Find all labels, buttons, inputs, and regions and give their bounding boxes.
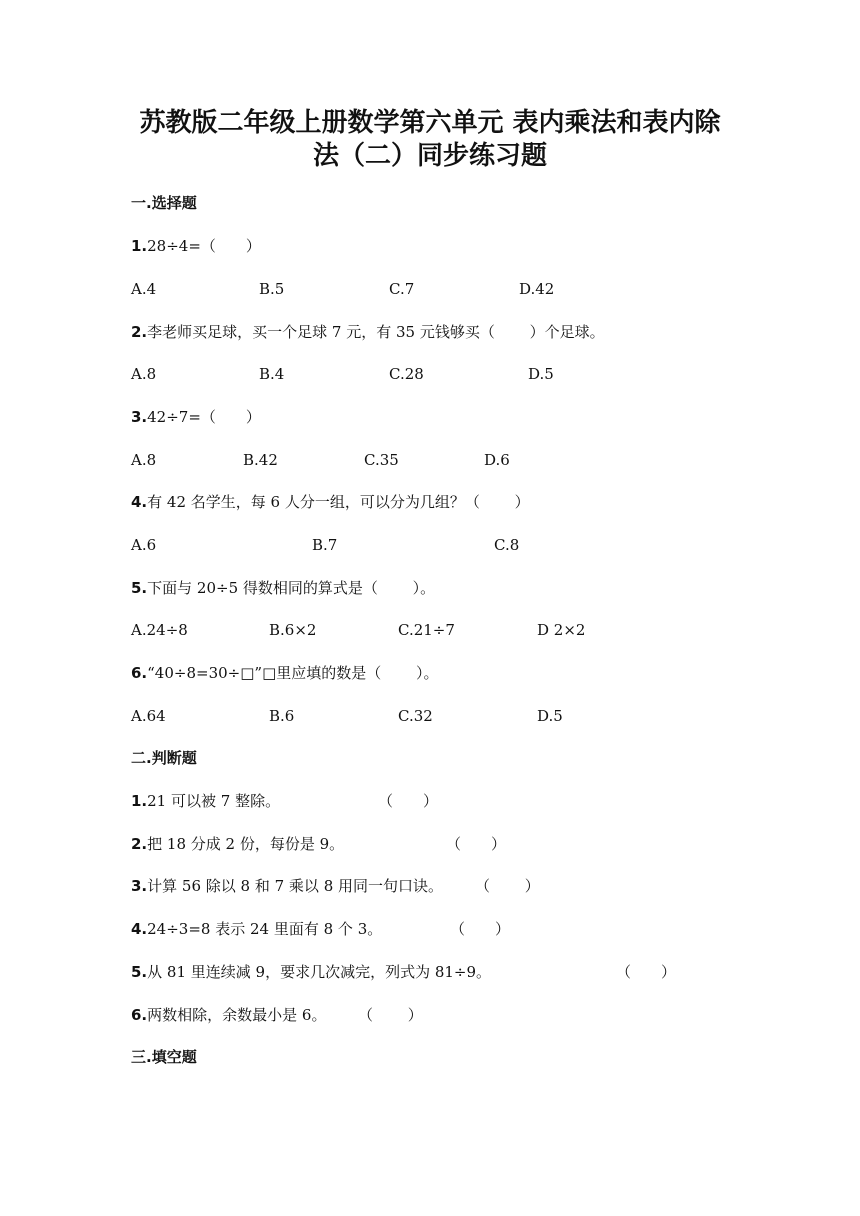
judgement-question-5 (131, 962, 491, 982)
choice-options-2 (131, 364, 751, 384)
option-c: C.8 (494, 536, 520, 554)
question-text: 21 可以被 7 整除。 (147, 792, 281, 810)
question-number: 4. (131, 493, 148, 511)
choice-question-2 (131, 322, 605, 342)
question-text: 把 18 分成 2 份，每份是 9。 (147, 835, 345, 853)
option-d: D 2×2 (537, 621, 586, 639)
question-text: 李老师买足球，买一个足球 7 元，有 35 元钱够买（ ）个足球。 (147, 323, 605, 341)
option-a: A.6 (131, 536, 157, 554)
option-c: C.32 (398, 707, 433, 725)
answer-blank: （ ） (475, 877, 540, 895)
judgement-question-6 (131, 1005, 326, 1025)
document-title-line-2: 法（二）同步练习题 (312, 141, 547, 171)
question-text: 计算 56 除以 8 和 7 乘以 8 用同一句口诀。 (147, 877, 444, 895)
option-c: C.21÷7 (398, 621, 455, 639)
option-b: B.6 (269, 707, 295, 725)
judgement-question-2 (131, 834, 344, 854)
choice-question-1 (131, 236, 261, 256)
option-b: B.4 (259, 365, 285, 383)
question-number: 5. (131, 963, 148, 981)
option-b: B.6×2 (269, 621, 317, 639)
choice-options-6 (131, 706, 751, 726)
question-text: 28÷4=（ ） (147, 237, 261, 255)
answer-blank: （ ） (446, 835, 507, 853)
option-b: B.5 (259, 280, 285, 298)
choice-options-4 (131, 535, 751, 555)
option-a: A.24÷8 (131, 621, 188, 639)
section-heading-choice: 一.选择题 (131, 194, 197, 212)
section-heading-fill-in: 三.填空题 (131, 1048, 197, 1066)
choice-question-6 (131, 663, 439, 683)
option-c: C.35 (364, 451, 399, 469)
question-number: 1. (131, 792, 148, 810)
choice-question-5 (131, 578, 435, 598)
option-d: D.5 (537, 707, 563, 725)
choice-question-3 (131, 407, 261, 427)
question-text: 从 81 里连续减 9，要求几次减完，列式为 81÷9。 (147, 963, 492, 981)
option-a: A.4 (131, 280, 157, 298)
judgement-question-4 (131, 919, 382, 939)
question-number: 4. (131, 920, 148, 938)
question-number: 6. (131, 1006, 148, 1024)
document-title-line-1: 苏教版二年级上册数学第六单元 表内乘法和表内除 (139, 108, 721, 138)
question-text: 下面与 20÷5 得数相同的算式是（ ）。 (147, 579, 436, 597)
question-number: 5. (131, 579, 148, 597)
option-a: A.8 (131, 365, 157, 383)
question-number: 1. (131, 237, 148, 255)
question-number: 2. (131, 835, 148, 853)
option-d: D.5 (528, 365, 554, 383)
answer-blank: （ ） (616, 963, 677, 981)
option-b: B.7 (312, 536, 338, 554)
option-d: D.42 (519, 280, 555, 298)
question-text: “40÷8=30÷□”□里应填的数是（ ）。 (147, 664, 439, 682)
question-text: 有 42 名学生，每 6 人分一组，可以分为几组？（ ） (147, 493, 530, 511)
choice-options-3 (131, 450, 751, 470)
answer-blank: （ ） (358, 1006, 423, 1024)
option-d: D.6 (484, 451, 510, 469)
option-a: A.64 (131, 707, 166, 725)
question-text: 两数相除，余数最小是 6。 (147, 1006, 327, 1024)
option-c: C.28 (389, 365, 424, 383)
choice-options-5 (131, 620, 751, 640)
option-b: B.42 (243, 451, 278, 469)
choice-question-4 (131, 492, 530, 512)
question-number: 3. (131, 408, 148, 426)
answer-blank: （ ） (378, 792, 439, 810)
answer-blank: （ ） (450, 920, 511, 938)
section-heading-judgement: 二.判断题 (131, 749, 197, 767)
question-text: 24÷3=8 表示 24 里面有 8 个 3。 (147, 920, 383, 938)
question-number: 2. (131, 323, 148, 341)
question-number: 6. (131, 664, 148, 682)
question-number: 3. (131, 877, 148, 895)
judgement-question-3 (131, 876, 443, 896)
choice-options-1 (131, 279, 751, 299)
judgement-question-1 (131, 791, 280, 811)
option-c: C.7 (389, 280, 415, 298)
question-text: 42÷7=（ ） (147, 408, 261, 426)
option-a: A.8 (131, 451, 157, 469)
